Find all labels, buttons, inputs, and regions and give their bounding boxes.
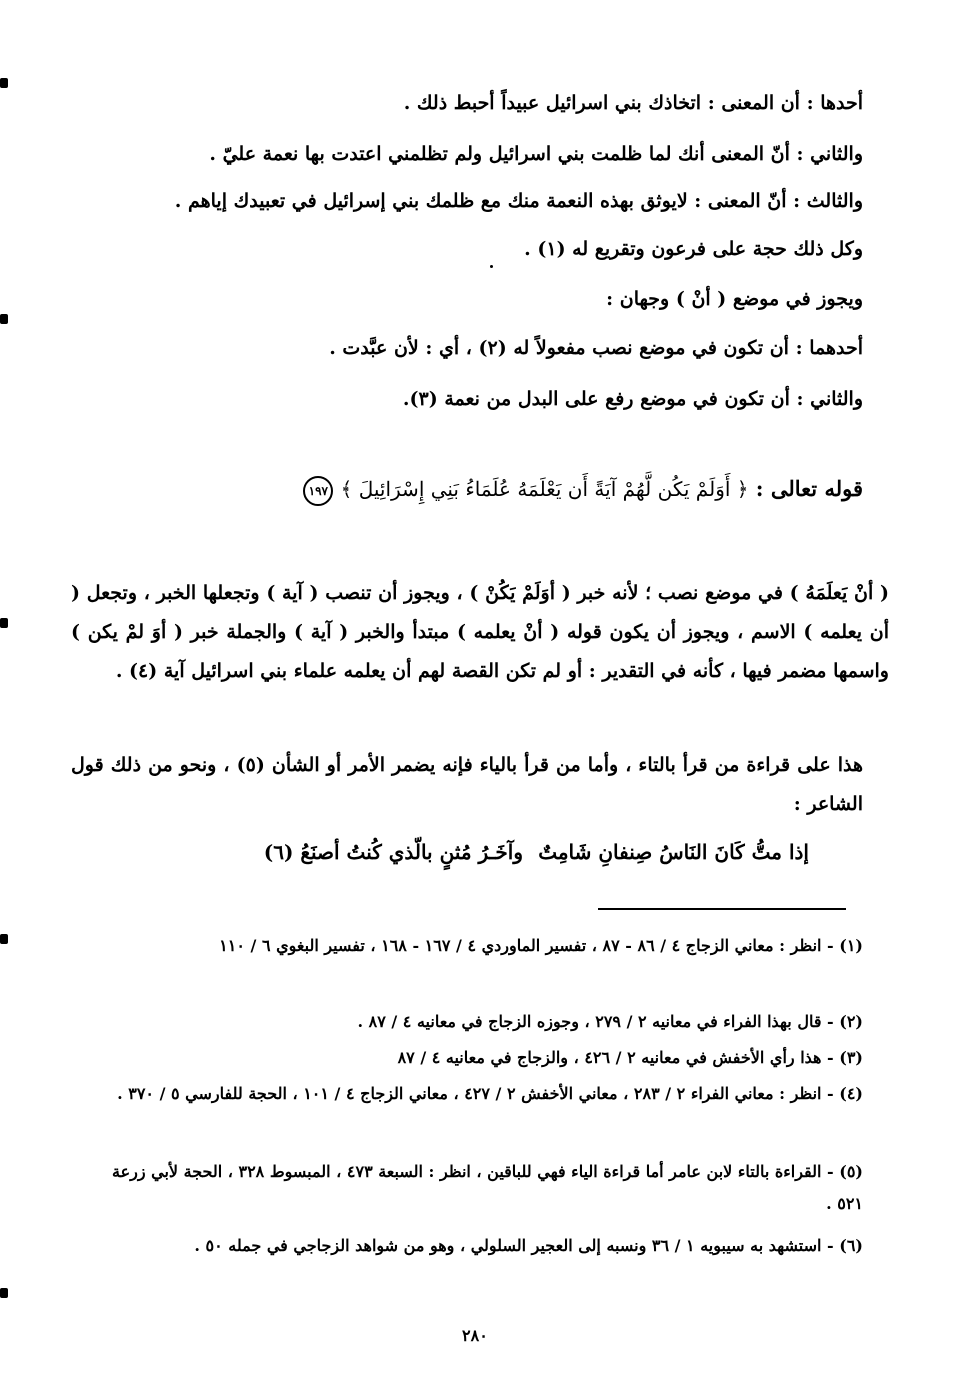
verse-heading bbox=[299, 474, 863, 506]
text-line-7: والثاني : أن تكون في موضع رفع على البدل من نعمة (٣). bbox=[402, 388, 863, 410]
commentary-paragraph: ( أنْ يَعلَمَهُ ) في موضع نصب ؛ لأنه خبر ( أوَلَمْ يَكُنْ ) ، ويجوز أن تنصب ( آية ) وتجعلها الخبر ، وتجعل ( أن يعلمه ) الاسم ، ويجوز أن يكون قوله ( أنْ يعلمه ) مبتدأ والخبر ( آية ) والجملة خبر ( أوَ لمْ يكن ) واسمها مضمر فيها ، كأنه في التقدير : أو لم تكن القصة لهم أن يعلمه علماء بني اسرائيل آية (٤) . bbox=[71, 582, 889, 682]
margin-mark bbox=[0, 934, 8, 944]
footnote-1: (١) - انظر : معاني الزجاج ٤ / ٨٦ - ٨٧ ، تفسير الماوردي ٤ / ١٦٧ - ١٦٨ ، تفسير البغوي ٦ / ١١٠ bbox=[219, 936, 863, 955]
footnote-3: (٣) - هذا رأي الأخفش في معانيه ٢ / ٤٢٦ ، والزجاج في معانيه ٤ / ٨٧ bbox=[397, 1048, 863, 1067]
text-line-2: والثاني : أنّ المعنى أنك لما ظلمت بني اسرائيل ولم تظلمني اعتدت بها نعمة عليّ . bbox=[209, 143, 863, 165]
speck bbox=[490, 265, 493, 268]
footnote-6: (٦) - استشهد به سيبويه ١ / ٣٦ ونسبه إلى العجير السلولي ، وهو من شواهد الزجاجي في جمله ٥٠ . bbox=[194, 1236, 863, 1255]
text-line-6: أحدهما : أن تكون في موضع نصب مفعولاً له (٢) ، أي : لأن عبَّدت . bbox=[329, 337, 863, 359]
text-line-1: أحدها : أن المعنى : اتخاذك بني اسرائيل عبيداً أحبط ذلك . bbox=[403, 92, 863, 114]
poem-hemistich-left: وآخَـرُ مُثنٍ بالّذي كُنتُ أصنَعُ (٦) bbox=[263, 840, 523, 864]
footnote-2: (٢) - قال بهذا الفراء في معانيه ٢ / ٢٧٩ ، وجوزه الزجاج في معانيه ٤ / ٨٧ . bbox=[357, 1012, 863, 1031]
margin-mark bbox=[0, 618, 8, 628]
verse-intro: قوله تعالى : bbox=[755, 476, 863, 501]
page-number: ٢٨٠ bbox=[462, 1326, 488, 1345]
verse-text: ﴿ أَوَلَمْ يَكُن لَّهُمْ آيَةً أَن يَعْلَمَهُ عُلَمَاءُ بَنِي إِسْرَائِيلَ ﴾ bbox=[340, 477, 749, 501]
poem-hemistich-right: إذا متُّ كَانَ النَاسُ صِنفانِ شَامِتٌ bbox=[538, 840, 809, 864]
footnote-5: (٥) - القراءة بالتاء لابن عامر أما قراءة الياء فهي للباقين ، انظر : السبعة ٤٧٣ ، المبسوط ٣٢٨ ، الحجة لأبي زرعة ٥٢١ . bbox=[111, 1162, 863, 1213]
text-line-5: ويجوز في موضع ( أنْ ) وجهان : bbox=[606, 288, 863, 310]
text-line-3: والثالث : أنّ المعنى : لايوثق بهذه النعمة منك مع ظلمك بني إسرائيل في تعبيدك إياهم . bbox=[174, 190, 863, 212]
reading-note: هذا على قراءة من قرأ بالتاء ، وأما من قرأ بالياء فإنه يضمر الأمر أو الشأن (٥) ، ونحو من ذلك قول الشاعر : bbox=[71, 754, 863, 815]
text-line-4: وكل ذلك حجة على فرعون وتقريع له (١) . bbox=[524, 238, 863, 260]
footnote-separator bbox=[598, 908, 846, 910]
verse-number-badge: ١٩٧ bbox=[303, 476, 333, 506]
margin-mark bbox=[0, 78, 8, 88]
margin-mark bbox=[0, 1288, 8, 1298]
margin-mark bbox=[0, 314, 8, 324]
footnote-4: (٤) - انظر : معاني الفراء ٢ / ٢٨٣ ، معاني الأخفش ٢ / ٤٢٧ ، معاني الزجاج ٤ / ١٠١ ، الحجة للفارسي ٥ / ٣٧٠ . bbox=[117, 1084, 863, 1103]
